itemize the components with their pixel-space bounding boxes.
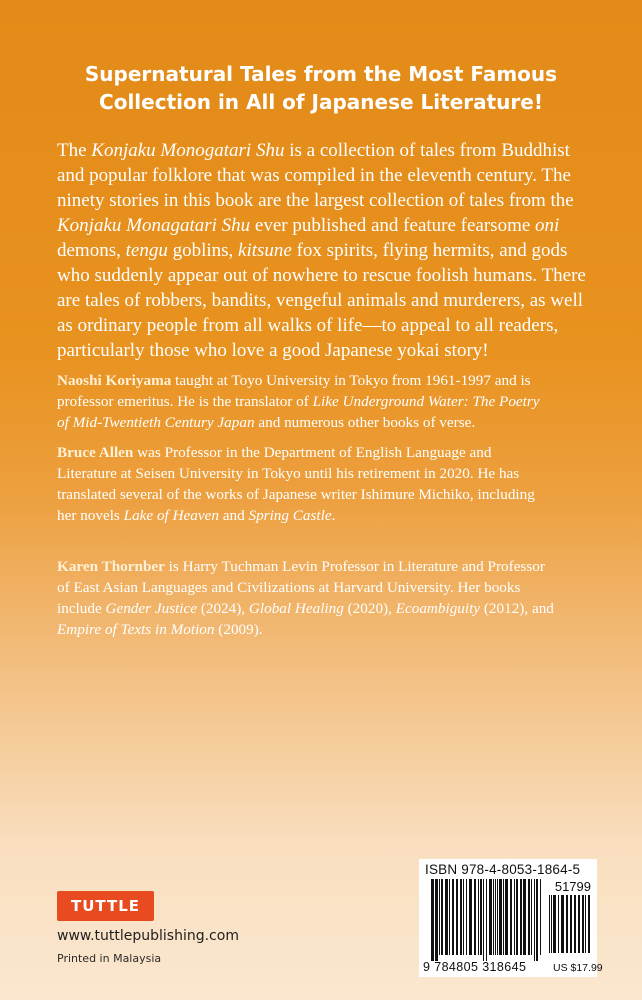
barcode-bar bbox=[574, 895, 576, 953]
barcode-bar bbox=[585, 895, 586, 953]
headline-line-2: Collection in All of Japanese Literature! bbox=[99, 90, 543, 114]
author-bio-bruce-allen: Bruce Allen was Professor in the Department of English Language and Literature at Seisen University in Tokyo until his retirement in 2020. He has translated several of the works of Japanese writer Ishimure Michiko, including her novels Lake of Heaven and Spring Castle. bbox=[57, 444, 535, 524]
description-line: The Konjaku Monogatari Shu is a collection of tales from Buddhist bbox=[57, 140, 570, 161]
ean-barcode-bars bbox=[431, 879, 543, 961]
barcode-bar bbox=[561, 895, 564, 953]
barcode-bar bbox=[505, 879, 508, 955]
book-description bbox=[57, 138, 592, 363]
barcode-bar bbox=[503, 879, 504, 955]
barcode-bar bbox=[531, 879, 532, 955]
barcode-bar bbox=[456, 879, 458, 955]
barcode-bar bbox=[480, 879, 482, 955]
barcode-bar bbox=[474, 879, 476, 955]
barcode-bar bbox=[549, 895, 550, 953]
barcode-bar bbox=[495, 879, 496, 955]
barcode-digits: 9 784805 318645 bbox=[423, 960, 527, 974]
description-line: ninety stories in this book are the largest collection of tales from the bbox=[57, 190, 574, 211]
addon-code: 51799 bbox=[554, 879, 591, 894]
price-text: US $17.99 bbox=[553, 962, 603, 974]
description-line: and popular folklore that was compiled in the eleventh century. The bbox=[57, 165, 571, 186]
barcode-bar bbox=[553, 895, 556, 953]
barcode-bar bbox=[449, 879, 450, 955]
barcode-bar bbox=[499, 879, 502, 955]
barcode-bar bbox=[489, 879, 492, 955]
isbn-barcode-block bbox=[419, 859, 603, 977]
barcode-bar bbox=[516, 879, 518, 955]
back-cover-headline bbox=[40, 60, 602, 116]
description-line: Konjaku Monagatari Shu ever published and feature fearsome oni bbox=[57, 215, 560, 236]
description-line: demons, tengu goblins, kitsune fox spirits, flying hermits, and gods bbox=[57, 240, 568, 261]
barcode-bar bbox=[578, 895, 580, 953]
author-name: Karen Thornber bbox=[57, 558, 165, 575]
barcode-bar bbox=[478, 879, 479, 955]
barcode-bar bbox=[486, 879, 487, 961]
barcode-bar bbox=[551, 895, 552, 953]
headline-line-1: Supernatural Tales from the Most Famous bbox=[84, 62, 558, 86]
barcode-bar bbox=[435, 879, 438, 961]
printed-in-text: Printed in Malaysia bbox=[57, 952, 162, 965]
description-line: as ordinary people from all walks of life—to appeal to all readers, bbox=[57, 315, 559, 336]
barcode-bar bbox=[493, 879, 494, 955]
barcode-bar bbox=[466, 879, 467, 955]
barcode-bar bbox=[588, 895, 590, 953]
barcode-bar bbox=[510, 879, 512, 955]
barcode-bar bbox=[441, 879, 443, 955]
description-line: who suddenly appear out of nowhere to rescue foolish humans. There bbox=[57, 265, 586, 286]
tuttle-logo: TUTTLE bbox=[57, 891, 154, 921]
barcode-bar bbox=[523, 879, 526, 955]
barcode-bar bbox=[582, 895, 584, 953]
barcode-bar bbox=[566, 895, 568, 953]
barcode-bar bbox=[558, 895, 559, 953]
barcode-bar bbox=[536, 879, 538, 961]
barcode-bar bbox=[497, 879, 498, 955]
barcode-bar bbox=[445, 879, 448, 955]
barcode-bar bbox=[520, 879, 522, 955]
barcode-bar bbox=[460, 879, 462, 955]
author-bio-karen-thornber: Karen Thornber is Harry Tuchman Levin Professor in Literature and Professor of East Asian Languages and Civilizations at Harvard University. Her books include Gender Justice (2024), Global Healing (2020), Ecoambiguity (2012), and Empire of Texts in Motion (2009). bbox=[57, 558, 554, 638]
barcode-bar bbox=[483, 879, 484, 961]
author-name: Naoshi Koriyama bbox=[57, 372, 172, 389]
barcode-bar bbox=[439, 879, 440, 955]
isbn-text: ISBN 978-4-8053-1864-5 bbox=[425, 862, 581, 877]
barcode-bar bbox=[570, 895, 572, 953]
barcode-bar bbox=[463, 879, 464, 955]
barcode-bar bbox=[514, 879, 515, 955]
barcode-bar bbox=[528, 879, 530, 955]
addon-barcode-bars bbox=[549, 895, 591, 959]
publisher-url: www.tuttlepublishing.com bbox=[57, 928, 239, 944]
barcode-bar bbox=[540, 879, 541, 955]
barcode-bar bbox=[534, 879, 535, 961]
barcode-bar bbox=[452, 879, 454, 955]
barcode-bar bbox=[431, 879, 434, 961]
author-name: Bruce Allen bbox=[57, 444, 134, 461]
barcode-bar bbox=[469, 879, 472, 955]
description-line: are tales of robbers, bandits, vengeful animals and murderers, as well bbox=[57, 290, 584, 311]
description-line: particularly those who love a good Japanese yokai story! bbox=[57, 340, 489, 361]
author-bio-naoshi-koriyama: Naoshi Koriyama taught at Toyo University in Tokyo from 1961-1997 and is professor emeritus. He is the translator of Like Underground Water: The Poetry of Mid-Twentieth Century Japan and numerous other books of verse. bbox=[57, 372, 540, 431]
